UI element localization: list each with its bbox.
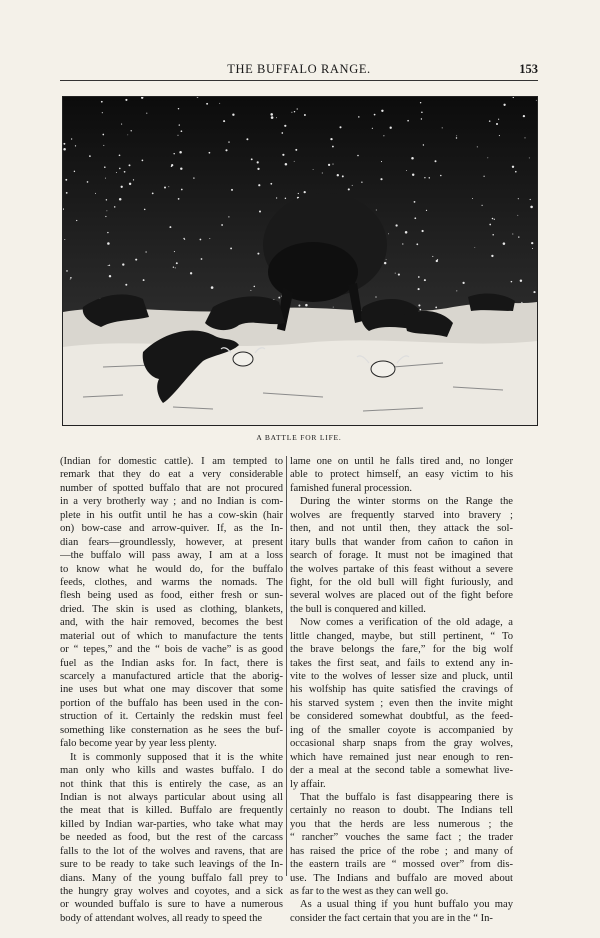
text-line: der a meal at the second table a somewhat live- xyxy=(290,765,513,777)
snowflake xyxy=(406,170,407,171)
snowflake xyxy=(259,210,261,212)
snowflake xyxy=(398,274,400,276)
snowflake xyxy=(276,197,277,198)
snowflake xyxy=(124,171,126,173)
snowflake xyxy=(381,110,383,112)
snowflake xyxy=(421,118,422,119)
snowflake xyxy=(487,157,488,158)
snowflake xyxy=(71,138,72,139)
text-line: wolves are frequently starved into bravery ; xyxy=(290,509,513,521)
snowflake xyxy=(332,164,333,165)
text-line: “ rancher” vouches the same fact ; the trader xyxy=(290,832,513,844)
snowflake xyxy=(332,146,334,148)
snowflake xyxy=(481,205,482,206)
snowflake xyxy=(456,135,457,136)
snowflake xyxy=(145,251,146,252)
snowflake xyxy=(135,259,137,261)
snowflake xyxy=(337,174,339,176)
snowflake xyxy=(116,172,117,173)
snowflake xyxy=(390,127,392,129)
snowflake xyxy=(209,238,210,239)
text-line: dian fears—groundlessly, however, at present xyxy=(60,536,283,548)
snowflake xyxy=(223,120,225,122)
snowflake xyxy=(520,279,522,281)
snowflake xyxy=(168,186,169,187)
snowflake xyxy=(257,253,259,255)
snowflake xyxy=(121,124,122,125)
snowflake xyxy=(105,216,106,217)
page-number: 153 xyxy=(519,62,538,76)
snowflake xyxy=(65,179,67,181)
snowflake xyxy=(376,210,377,211)
snowflake xyxy=(66,192,68,194)
snowflake xyxy=(169,226,171,228)
text-line: several wolves are placed out of the fight before xyxy=(290,590,513,602)
snowflake xyxy=(416,243,418,245)
snowflake xyxy=(122,263,124,265)
snowflake xyxy=(512,166,514,168)
snowflake xyxy=(342,175,344,177)
snowflake xyxy=(173,153,174,154)
text-line: ine uses but what one may discover that some xyxy=(60,684,283,696)
snowflake xyxy=(407,120,409,122)
snowflake xyxy=(246,138,248,140)
snowflake xyxy=(435,160,437,162)
snowflake xyxy=(230,247,232,249)
left-text-column xyxy=(60,455,283,925)
text-line: takes the first seat, and fails to extend any in- xyxy=(290,657,513,669)
snowflake xyxy=(421,112,423,114)
text-line: famished funeral procession. xyxy=(290,482,413,494)
snowflake xyxy=(193,177,194,178)
snowflake xyxy=(533,291,535,293)
snowflake xyxy=(512,233,513,234)
snowflake xyxy=(339,126,341,128)
snowflake xyxy=(294,111,295,112)
text-line: struction of it. Certainly the redskin must feel xyxy=(60,711,283,723)
snowflake xyxy=(313,169,314,170)
text-line: the wolves partake of this feast without a severe xyxy=(290,563,513,575)
text-line: portion of the buffalo has been used in the con- xyxy=(60,697,283,709)
text-line: able to protect himself, an easy victim to his xyxy=(290,469,513,481)
text-line: vite to the wolves of lesser size and pluck, until xyxy=(290,671,513,682)
snowflake xyxy=(101,101,103,103)
snowflake xyxy=(178,198,180,200)
text-line: falo become year by year less plenty. xyxy=(60,738,217,750)
snowflake xyxy=(424,279,426,281)
snowflake xyxy=(282,154,284,156)
text-line: to know what he would do, for the buffalo xyxy=(60,563,283,575)
snowflake xyxy=(63,148,66,151)
snowflake xyxy=(348,188,350,190)
text-line: little changed, maybe, but still pertinent, “ To xyxy=(290,630,513,642)
text-line: flesh being used as food, either fresh or sun- xyxy=(60,590,283,602)
snowflake xyxy=(125,99,127,101)
snowflake xyxy=(164,186,166,188)
snowflake xyxy=(184,239,185,240)
text-line: falls to the lot of the wolves and ravens, that are xyxy=(60,845,283,857)
snowflake xyxy=(372,128,373,129)
snowflake xyxy=(281,296,282,297)
snowflake xyxy=(257,168,259,170)
text-line: —the buffalo will pass away, I am at a loss xyxy=(60,550,283,562)
snowflake xyxy=(489,224,491,226)
snowflake xyxy=(109,265,110,266)
snowflake xyxy=(414,201,416,203)
text-line: number of spotted buffalo that are not procured xyxy=(60,482,283,494)
snowflake xyxy=(133,179,134,180)
snowflake xyxy=(442,127,443,128)
snowflake xyxy=(114,206,116,208)
text-line: feeds, clothes, and warms the nomads. The xyxy=(60,576,283,588)
snowflake xyxy=(250,290,251,291)
snowflake xyxy=(129,164,131,166)
text-line: fuel as the Indian asks for. In fact, there is xyxy=(60,657,283,669)
snowflake xyxy=(411,157,414,160)
text-line: certainly no reason to doubt. The Indians tell xyxy=(290,805,513,817)
snowflake xyxy=(297,108,298,109)
text-line: the eastern trails are “ mossed over” from dis- xyxy=(290,859,513,871)
snowflake xyxy=(352,185,353,186)
snowflake xyxy=(374,114,376,116)
snowflake xyxy=(106,199,107,200)
snowflake xyxy=(294,161,295,162)
snowflake xyxy=(107,242,110,245)
snowflake xyxy=(127,135,128,136)
snowflake xyxy=(179,124,180,125)
snowflake xyxy=(418,276,420,278)
snowflake xyxy=(536,100,537,101)
snowflake xyxy=(281,132,283,134)
snowflake xyxy=(278,297,280,299)
snowflake xyxy=(175,267,176,268)
snowflake xyxy=(503,242,506,245)
snowflake xyxy=(271,116,274,119)
text-line: his starved system ; even then the invite might xyxy=(290,697,513,709)
snowflake xyxy=(103,145,104,146)
snowflake xyxy=(333,307,334,308)
snowflake xyxy=(257,161,259,163)
text-line: the meat that is killed. Buffalo are frequently xyxy=(60,805,283,817)
snowflake xyxy=(388,233,389,234)
snowflake xyxy=(477,146,478,147)
snowflake xyxy=(435,307,437,309)
snowflake xyxy=(225,149,227,151)
snowflake xyxy=(524,137,525,138)
snowflake xyxy=(498,119,499,120)
snowflake xyxy=(361,182,362,183)
snowflake xyxy=(494,219,495,220)
text-line: search of forage. It must not be imagined that xyxy=(290,550,513,562)
snowflake xyxy=(181,130,183,132)
snowflake xyxy=(178,108,179,109)
snowflake xyxy=(295,149,297,151)
snowflake xyxy=(258,184,260,186)
snowflake xyxy=(405,231,408,234)
text-line: Indian is not always particular about using all xyxy=(60,791,283,803)
text-line: It is commonly supposed that it is the white xyxy=(70,751,283,763)
snowflake xyxy=(131,130,132,131)
snowflake xyxy=(386,259,387,260)
snowflake xyxy=(104,166,106,168)
snowflake xyxy=(106,210,107,211)
snowflake xyxy=(418,288,420,290)
figure-caption: A BATTLE FOR LIFE. xyxy=(256,433,342,442)
text-line: material out of which to manufacture the tents xyxy=(60,630,283,642)
snowflake xyxy=(102,112,103,113)
snowflake xyxy=(357,155,359,157)
snowflake xyxy=(322,172,323,173)
snowflake xyxy=(285,163,288,166)
text-line: or “ tepes,” and the “ bois de vache” is as good xyxy=(60,644,283,656)
text-line: not think that this is entirely the case, as an xyxy=(60,778,283,790)
snowflake xyxy=(440,175,442,177)
snowflake xyxy=(105,178,106,179)
snowflake xyxy=(174,251,175,252)
snowflake xyxy=(358,116,360,118)
text-line: ly affair. xyxy=(290,778,326,790)
page-header xyxy=(60,62,538,78)
text-line: dried. The skin is used as clothing, blankets, xyxy=(60,603,283,615)
header-rule xyxy=(60,80,538,81)
text-line: the hungry gray wolves and coyotes, and a sick xyxy=(60,886,283,897)
text-line: be needed as food, but the rest of the carcass xyxy=(60,832,283,844)
snowflake xyxy=(270,113,273,116)
text-line: occasional sharp snaps from the gray wolves, xyxy=(290,738,513,750)
snowflake xyxy=(221,224,223,226)
snowflake xyxy=(492,234,494,236)
snowflake xyxy=(304,191,306,193)
snowflake xyxy=(291,112,292,113)
snowflake xyxy=(74,171,75,172)
snowflake xyxy=(418,304,420,306)
snowflake xyxy=(219,103,220,104)
snowflake xyxy=(143,279,145,281)
text-line: Now comes a verification of the old adage, a xyxy=(300,617,513,629)
snowflake xyxy=(436,260,438,262)
snowflake xyxy=(121,186,123,188)
snowflake xyxy=(530,206,533,209)
snowflake xyxy=(383,135,384,136)
snowflake xyxy=(95,193,96,194)
snowflake xyxy=(298,304,300,306)
text-line: the brave belongs the fare,” for the big wolf xyxy=(290,644,513,656)
snowflake xyxy=(75,145,76,146)
snowflake xyxy=(64,239,65,240)
snowflake xyxy=(144,209,146,211)
wolves-attacking-buffalo-scene xyxy=(63,97,537,425)
text-line: man only who kills and wastes buffalo. I do xyxy=(60,765,283,777)
text-line: sure to be ready to take such leavings of the In- xyxy=(60,859,283,871)
snowflake xyxy=(125,284,127,286)
snowflake xyxy=(532,248,533,249)
text-line: (Indian for domestic cattle). I am tempted to xyxy=(60,456,283,467)
snowflake xyxy=(109,275,111,277)
snowflake xyxy=(201,258,203,260)
snowflake xyxy=(70,279,71,280)
text-line: body of attendant wolves, all ready to speed the xyxy=(60,912,263,924)
snowflake xyxy=(511,281,513,283)
snowflake xyxy=(89,155,91,157)
text-line: use. The Indians and buffalo are moved about xyxy=(290,872,513,884)
snowflake xyxy=(305,304,308,307)
snowflake xyxy=(176,262,178,264)
snowflake xyxy=(489,120,491,122)
snowflake xyxy=(142,160,144,162)
snowflake xyxy=(119,154,121,156)
snowflake xyxy=(63,143,65,145)
text-line: the bull is conquered and killed. xyxy=(290,603,426,615)
snowflake xyxy=(129,183,131,185)
column-rule xyxy=(286,456,287,876)
snowflake xyxy=(87,181,89,183)
snowflake xyxy=(181,189,183,191)
snowflake xyxy=(381,161,382,162)
snowflake xyxy=(211,286,214,289)
snowflake xyxy=(462,282,464,284)
snowflake xyxy=(232,114,234,116)
snowflake xyxy=(503,104,505,106)
snowflake xyxy=(496,123,498,125)
snowflake xyxy=(180,167,182,169)
snowflake xyxy=(402,243,403,244)
snowflake xyxy=(152,193,154,195)
snowflake xyxy=(119,168,121,170)
snowflake xyxy=(518,198,519,199)
snowflake xyxy=(529,157,530,158)
text-line: That the buffalo is fast disappearing there is xyxy=(300,791,513,803)
snowflake xyxy=(456,137,457,138)
snowflake xyxy=(472,198,473,199)
snowflake xyxy=(119,198,122,201)
snowflake xyxy=(429,177,430,178)
snowflake xyxy=(531,242,533,244)
text-line: something like consternation as he sees the buf- xyxy=(60,724,283,736)
snowflake xyxy=(298,193,299,194)
snowflake xyxy=(483,176,484,177)
engraving-illustration xyxy=(62,96,538,426)
text-line: and, with the hair removed, becomes the best xyxy=(60,617,283,629)
running-title: THE BUFFALO RANGE. xyxy=(227,62,371,76)
text-line: During the winter storms on the Range the xyxy=(300,496,513,508)
snowflake xyxy=(420,102,421,103)
snowflake xyxy=(107,232,108,233)
snowflake xyxy=(228,216,229,217)
snowflake xyxy=(276,117,277,118)
snowflake xyxy=(521,302,522,303)
snowflake xyxy=(515,171,517,173)
snowflake xyxy=(171,166,173,168)
text-line: plete in his outfit until he has a cow-skin (hair xyxy=(60,509,283,521)
snowflake xyxy=(251,158,253,160)
right-text-column xyxy=(290,455,513,925)
snowflake xyxy=(102,134,104,136)
snowflake xyxy=(432,256,433,257)
snowflake xyxy=(517,215,518,216)
snowflake xyxy=(108,265,109,266)
snowflake xyxy=(422,230,424,232)
snowflake xyxy=(254,286,256,288)
text-line: remark that they do eat a very considerable xyxy=(60,469,283,481)
text-line: or wounded buffalo is sure to have a numerous xyxy=(60,899,283,911)
text-line: lame one on until he falls tired and, no longer xyxy=(290,456,513,467)
snowflake xyxy=(423,144,424,145)
text-line: you that the herds are less numerous ; the xyxy=(290,818,513,830)
snowflake xyxy=(228,141,229,142)
snowflake xyxy=(206,103,208,105)
snowflake xyxy=(209,152,211,154)
snowflake xyxy=(414,217,416,219)
snowflake xyxy=(146,113,147,114)
text-line: dians. Many of the young buffalo fall prey to xyxy=(60,872,283,884)
snowflake xyxy=(491,255,493,257)
text-line: then, and not until then, they attack the sol- xyxy=(290,523,513,535)
snowflake xyxy=(328,164,330,166)
snowflake xyxy=(530,199,531,200)
snowflake xyxy=(304,114,306,116)
snowflake xyxy=(284,125,286,127)
snowflake xyxy=(70,277,72,279)
snowflake xyxy=(420,309,422,311)
snowflake xyxy=(412,173,414,175)
snowflake xyxy=(190,272,192,274)
snowflake xyxy=(285,198,286,199)
snowflake xyxy=(231,189,233,191)
snowflake xyxy=(426,210,427,211)
text-line: killed by Indian war-parties, who take what may xyxy=(60,818,283,830)
snowflake xyxy=(384,262,386,264)
snowflake xyxy=(200,239,202,241)
snowflake xyxy=(395,273,396,274)
text-line: which have remained just near enough to ren- xyxy=(290,751,513,763)
snowflake xyxy=(76,220,77,221)
snowflake xyxy=(375,296,376,297)
snowflake xyxy=(177,135,178,136)
snowflake xyxy=(523,115,525,117)
snowflake xyxy=(330,138,332,140)
snowflake xyxy=(380,178,382,180)
text-line: be considered somewhat doubtful, as the feed- xyxy=(290,711,513,723)
text-line: has raised the price of the robe ; and many of xyxy=(290,845,513,857)
text-line: As a usual thing if you hunt buffalo you may xyxy=(300,899,513,911)
text-line: scarcely a manufactured article that the aborig- xyxy=(60,671,283,682)
snowflake xyxy=(456,290,457,291)
text-line: on) bow-case and arrow-quiver. If, as the In- xyxy=(60,523,283,535)
snowflake xyxy=(492,218,494,220)
text-line: fight, for the old bull will fight furiously, and xyxy=(290,576,513,588)
text-line: consider the fact certain that you are in the “ In- xyxy=(290,912,493,924)
snowflake xyxy=(499,135,500,136)
text-line: in a very brotherly way ; and no Indian is com- xyxy=(60,496,283,508)
snowflake xyxy=(179,151,182,154)
snowflake xyxy=(518,236,519,237)
text-line: ing of the smaller coyote is accompanied by xyxy=(290,724,513,736)
snowflake xyxy=(270,183,272,185)
text-line: itary bulls that wander from cañon to cañon in xyxy=(290,536,513,548)
snowflake xyxy=(66,270,68,272)
text-line: his wolfship has quite satisfied the cravings of xyxy=(290,684,513,696)
snowflake xyxy=(395,224,397,226)
snowflake xyxy=(173,267,174,268)
snowflake xyxy=(424,177,425,178)
text-line: as far to the west as they can well go. xyxy=(290,886,449,897)
snowflake xyxy=(474,247,475,248)
